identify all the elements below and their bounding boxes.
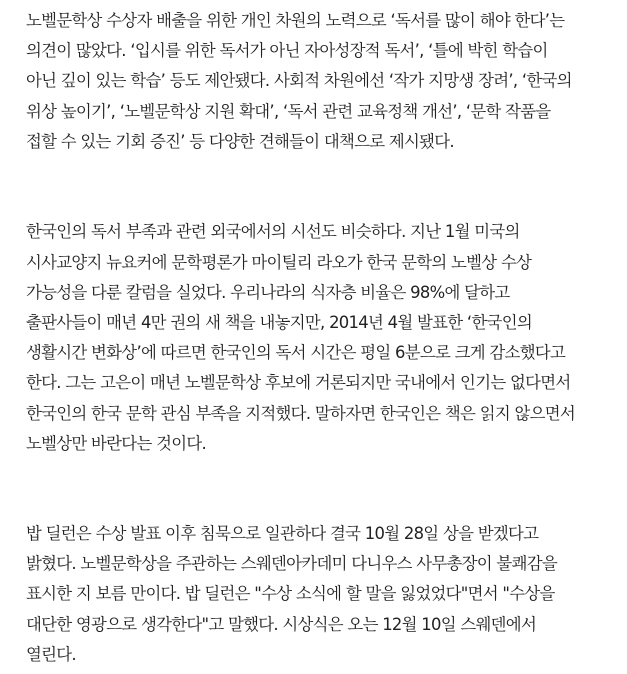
text-line: 한국인의 한국 문학 관심 부족을 지적했다. 말하자면 한국인은 책은 읽지 않으면서 <box>26 403 576 423</box>
text-line: 한다. 그는 고은이 매년 노벨문학상 후보에 거론되지만 국내에서 인기는 없다면서 <box>26 373 571 393</box>
text-line: 노벨문학상 수상자 배출을 위한 개인 차원의 노력으로 ‘독서를 많이 해야 한다’는 <box>26 11 565 30</box>
text-line: 생활시간 변화상’에 따르면 한국인의 독서 시간은 평일 6분으로 크게 감소했다고 <box>26 343 566 363</box>
paragraph-foreign-view <box>26 217 614 459</box>
text-line: 출판사들이 매년 4만 권의 새 책을 내놓지만, 2014년 4월 발표한 ‘한국인의 <box>26 313 532 332</box>
paragraph-spacer <box>26 459 614 519</box>
text-line: 노벨상만 바란다는 것이다. <box>26 433 206 453</box>
text-line: 밝혔다. 노벨문학상을 주관하는 스웨덴아카데미 다니우스 사무총장이 불쾌감을 <box>26 554 557 574</box>
text-line: 열린다. <box>26 644 76 664</box>
paragraph-bob-dylan <box>26 519 614 670</box>
text-line: 가능성을 다룬 칼럼을 실었다. 우리나라의 식자층 비율은 98%에 달하고 <box>26 282 510 302</box>
paragraph-spacer <box>26 157 614 218</box>
text-line: 시사교양지 뉴요커에 문학평론가 마이틸리 라오가 한국 문학의 노벨상 수상 <box>26 252 532 272</box>
text-line: 한국인의 독서 부족과 관련 외국에서의 시선도 비슷하다. 지난 1월 미국의 <box>26 222 520 242</box>
text-line: 밥 딜런은 수상 발표 이후 침묵으로 일관하다 결국 10월 28일 상을 받겠다고 <box>26 523 539 543</box>
text-line: 접할 수 있는 기회 증진’ 등 다양한 견해들이 대책으로 제시됐다. <box>26 131 454 151</box>
text-line: 의견이 많았다. ‘입시를 위한 독서가 아닌 자아성장적 독서’, ‘틀에 박힌 학습이 <box>26 41 548 61</box>
article-body <box>26 6 614 670</box>
paragraph-individual-efforts <box>26 6 614 157</box>
text-line: 대단한 영광으로 생각한다"고 말했다. 시상식은 오는 12월 10일 스웨덴에서 <box>26 614 537 634</box>
text-line: 위상 높이기’, ‘노벨문학상 지원 확대’, ‘독서 관련 교육정책 개선’, ‘문학 작품을 <box>26 101 551 121</box>
text-line: 아닌 깊이 있는 학습’ 등도 제안됐다. 사회적 차원에선 ‘작가 지망생 장려’, ‘한국의 <box>26 71 572 91</box>
text-line: 표시한 지 보름 만이다. 밥 딜런은 "수상 소식에 할 말을 잃었었다"면서 "수상을 <box>26 584 555 604</box>
